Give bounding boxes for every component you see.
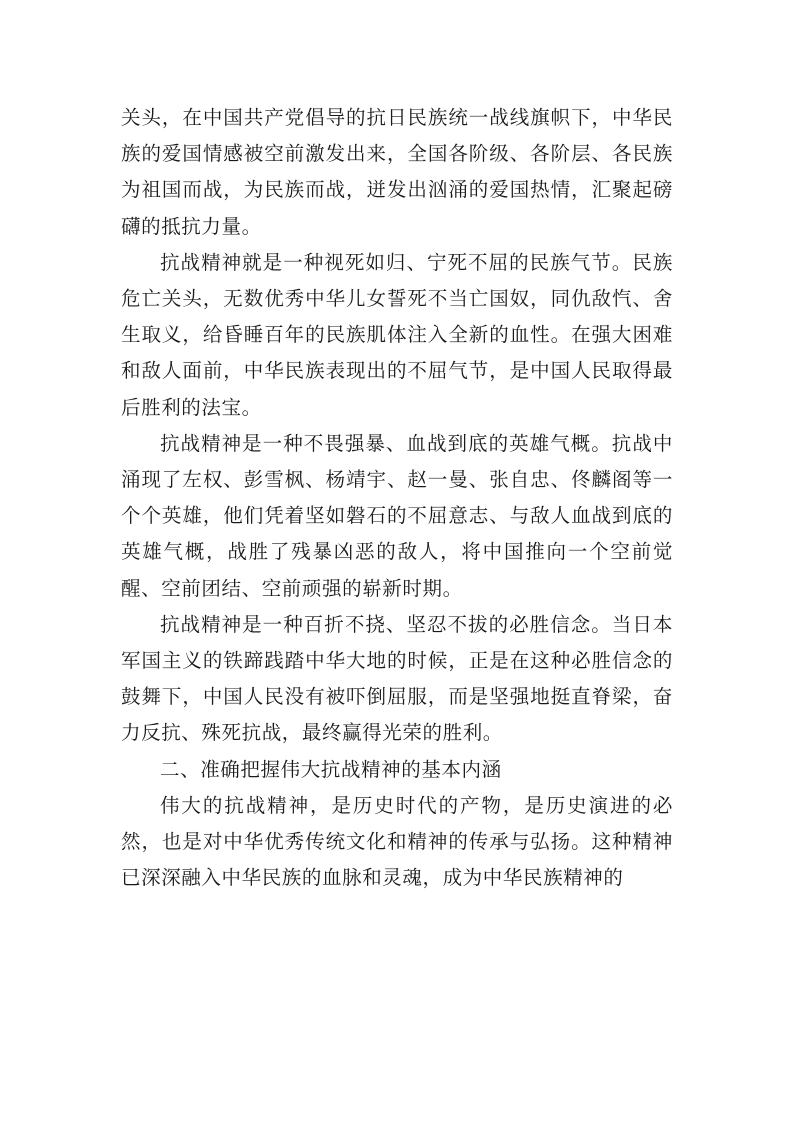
paragraph-victory-belief: 抗战精神是一种百折不挠、坚忍不拔的必胜信念。当日本军国主义的铁蹄践踏中华大地的时候，正是在这种必胜信念的鼓舞下，中国人民没有被吓倒屈服，而是坚强地挺直脊梁，奋力反抗、殊死抗战，最终赢得光荣的胜利。	[121, 612, 673, 745]
paragraph-national-integrity: 抗战精神就是一种视死如归、宁死不屈的民族气节。民族危亡关头，无数优秀中华儿女誓死不当亡国奴，同仇敌忾、舍生取义，给昏睡百年的民族肌体注入全新的血性。在强大困难和敌人面前，中华民族表现出的不屈气节，是中国人民取得最后胜利的法宝。	[121, 250, 673, 419]
document-body	[121, 100, 673, 896]
section-heading: 二、准确把握伟大抗战精神的基本内涵	[160, 757, 502, 781]
paragraph-continuation: 关头，在中国共产党倡导的抗日民族统一战线旗帜下，中华民族的爱国情感被空前激发出来，全国各阶级、各阶层、各民族为祖国而战，为民族而战，迸发出汹涌的爱国热情，汇聚起磅礴的抵抗力量。	[121, 106, 673, 238]
paragraph-spirit-connotation: 伟大的抗战精神，是历史时代的产物，是历史演进的必然，也是对中华优秀传统文化和精神的传承与弘扬。这种精神已深深融入中华民族的血脉和灵魂，成为中华民族精神的	[121, 793, 673, 890]
paragraph-heroic-spirit: 抗战精神是一种不畏强暴、血战到底的英雄气概。抗战中涌现了左权、彭雪枫、杨靖宇、赵一曼、张自忠、佟麟阁等一个个英雄，他们凭着坚如磐石的不屈意志、与敌人血战到底的英雄气概，战胜了残暴凶恶的敌人，将中国推向一个空前觉醒、空前团结、空前顽强的崭新时期。	[121, 431, 673, 600]
